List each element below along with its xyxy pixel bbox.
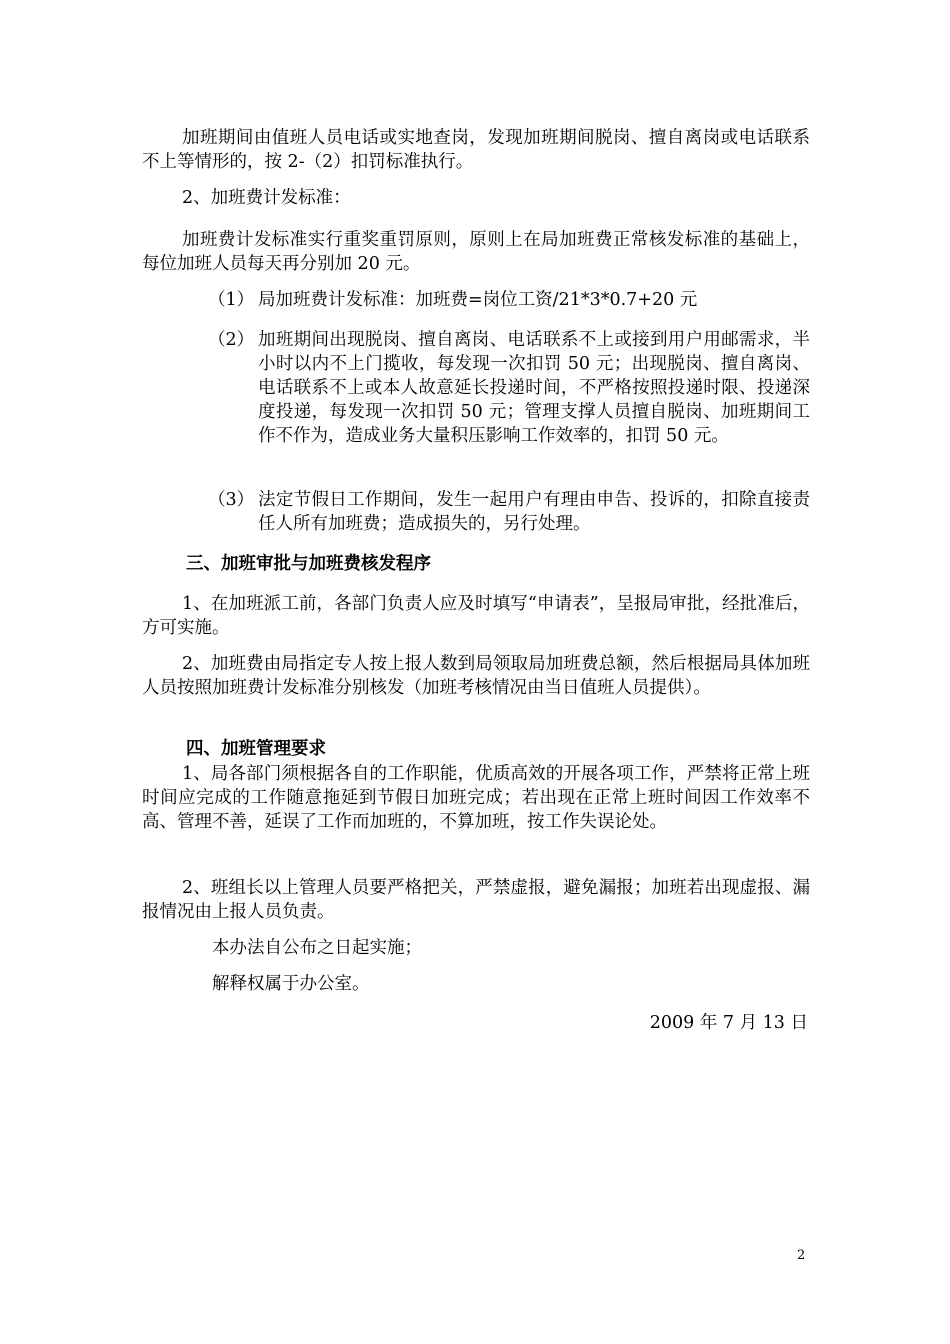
section-heading-approval: 三、加班审批与加班费核发程序 xyxy=(186,554,431,574)
page-number: 2 xyxy=(797,1248,806,1263)
paragraph-approval-step1: 1、在加班派工前，各部门负责人应及时填写“申请表”，呈报局审批，经批准后，方可实施。 xyxy=(142,594,810,638)
list-item-text: 法定节假日工作期间，发生一起用户有理由申告、投诉的，扣除直接责任人所有加班费；造成损失的，另行处理。 xyxy=(258,490,810,534)
paragraph-fee-principle: 加班费计发标准实行重奖重罚原则，原则上在局加班费正常核发标准的基础上，每位加班人员每天再分别加 20 元。 xyxy=(142,230,810,274)
list-item xyxy=(208,328,810,448)
list-item xyxy=(208,488,810,536)
paragraph-management-req1: 1、局各部门须根据各自的工作职能，优质高效的开展各项工作，严禁将正常上班时间应完成的工作随意拖延到节假日加班完成；若出现在正常上班时间因工作效率不高、管理不善，延误了工作而加班的，不算加班，按工作失误论处。 xyxy=(142,764,810,832)
closing-interpretation: 解释权属于办公室。 xyxy=(212,974,370,994)
subheading-fee-standard: 2、加班费计发标准： xyxy=(182,188,351,208)
section-heading-management: 四、加班管理要求 xyxy=(186,739,326,759)
list-item-text: 加班期间出现脱岗、擅自离岗、电话联系不上或接到用户用邮需求，半小时以内不上门揽收，每发现一次扣罚 50 元；出现脱岗、擅自离岗、电话联系不上或本人故意延长投递时间，不严格按照投递时限、投递深度投递，每发现一次扣罚 50 元；管理支撑人员擅自脱岗、加班期间工作不作为，造成业务大量积压影响工作效率的，扣罚 50 元。 xyxy=(258,330,810,446)
list-item-number: （2） xyxy=(208,330,255,350)
paragraph-management-req2: 2、班组长以上管理人员要严格把关，严禁虚报，避免漏报；加班若出现虚报、漏报情况由上报人员负责。 xyxy=(142,878,810,922)
document-date: 2009 年 7 月 13 日 xyxy=(649,1013,808,1033)
list-item-text: 局加班费计发标准：加班费=岗位工资/21*3*0.7+20 元 xyxy=(258,290,698,310)
closing-effective-date: 本办法自公布之日起实施； xyxy=(212,938,422,958)
paragraph-approval-step2: 2、加班费由局指定专人按上报人数到局领取局加班费总额，然后根据局具体加班人员按照加班费计发标准分别核发（加班考核情况由当日值班人员提供）。 xyxy=(142,654,810,698)
list-item-number: （3） xyxy=(208,490,255,510)
list-item xyxy=(208,288,810,312)
list-item-number: （1） xyxy=(208,290,255,310)
paragraph-overtime-check: 加班期间由值班人员电话或实地查岗，发现加班期间脱岗、擅自离岗或电话联系不上等情形的，按 2-（2）扣罚标准执行。 xyxy=(142,128,810,172)
